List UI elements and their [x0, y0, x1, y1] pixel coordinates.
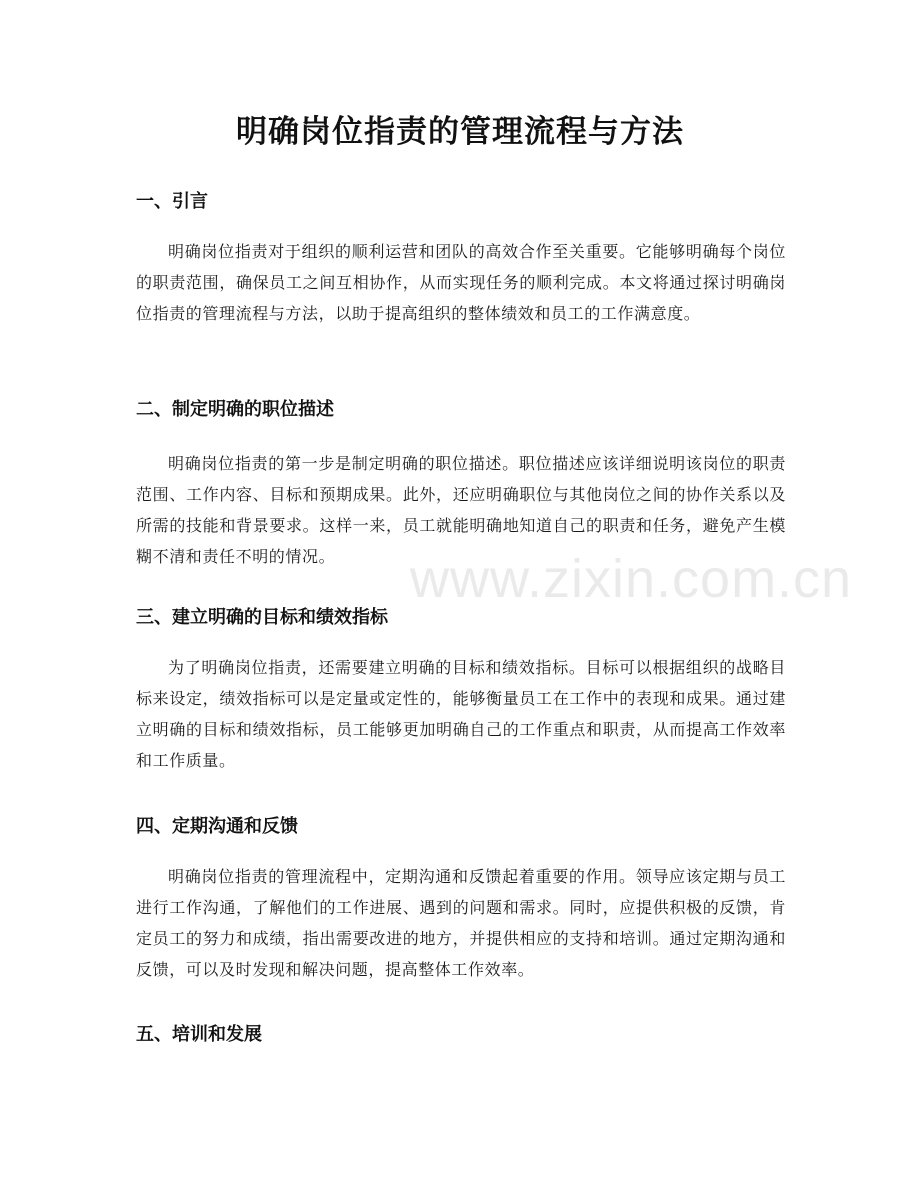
section-paragraph-goals-metrics: 为了明确岗位指责，还需要建立明确的目标和绩效指标。目标可以根据组织的战略目标来设定，绩效指标可以是定量或定性的，能够衡量员工在工作中的表现和成果。通过建立明确的目标和绩效指标，员工能够更加明确自己的工作重点和职责，从而提高工作效率和工作质量。 [136, 658, 786, 770]
section-paragraph-communication: 明确岗位指责的管理流程中，定期沟通和反馈起着重要的作用。领导应该定期与员工进行工作沟通，了解他们的工作进展、遇到的问题和需求。同时，应提供积极的反馈，肯定员工的努力和成绩，指出需要改进的地方，并提供相应的支持和培训。通过定期沟通和反馈，可以及时发现和解决问题，提高整体工作效率。 [136, 867, 786, 979]
section-paragraph-intro: 明确岗位指责对于组织的顺利运营和团队的高效合作至关重要。它能够明确每个岗位的职责范围，确保员工之间互相协作，从而实现任务的顺利完成。本文将通过探讨明确岗位指责的管理流程与方法，以助于提高组织的整体绩效和员工的工作满意度。 [136, 242, 786, 323]
section-heading-intro: 一、引言 [136, 191, 208, 212]
section-heading-goals-metrics: 三、建立明确的目标和绩效指标 [136, 607, 388, 628]
section-paragraph-job-description: 明确岗位指责的第一步是制定明确的职位描述。职位描述应该详细说明该岗位的职责范围、工作内容、目标和预期成果。此外，还应明确职位与其他岗位之间的协作关系以及所需的技能和背景要求。这样一来，员工就能明确地知道自己的职责和任务，避免产生模糊不清和责任不明的情况。 [136, 454, 786, 566]
section-heading-job-description: 二、制定明确的职位描述 [136, 399, 334, 420]
document-title: 明确岗位指责的管理流程与方法 [236, 114, 684, 150]
section-heading-communication: 四、定期沟通和反馈 [136, 816, 298, 837]
section-heading-training: 五、培训和发展 [136, 1024, 262, 1045]
watermark-text: www.zixin.com.cn [410, 549, 853, 609]
